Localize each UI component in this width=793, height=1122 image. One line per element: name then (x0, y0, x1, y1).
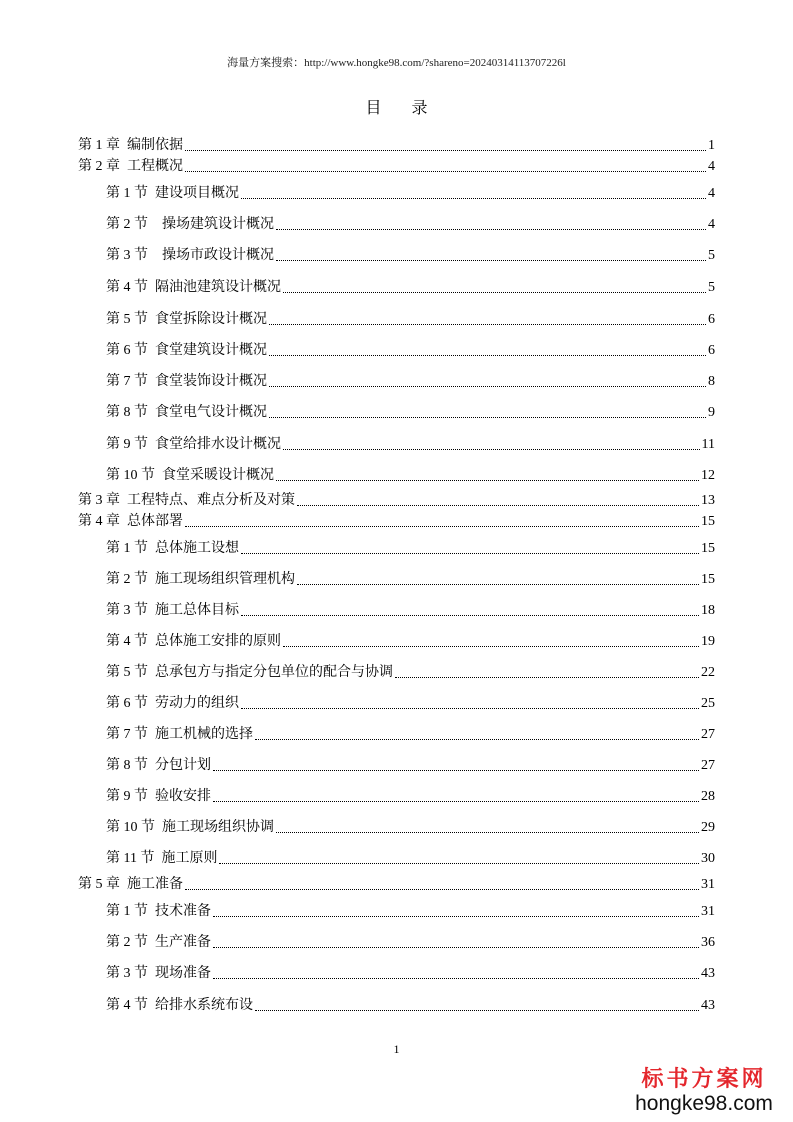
toc-entry-page-number: 15 (701, 572, 715, 587)
toc-dot-leader (255, 1009, 699, 1011)
toc-dot-leader (276, 228, 706, 230)
toc-entry-label: 第 9 节 验收安排 (106, 789, 211, 804)
toc-dot-leader (219, 862, 699, 864)
toc-entry-page-number: 27 (701, 758, 715, 773)
toc-dot-leader (395, 676, 699, 678)
toc-entry-page-number: 9 (708, 405, 715, 420)
toc-entry-page-number: 13 (701, 493, 715, 508)
toc-chapter-entry[interactable] (78, 492, 715, 510)
watermark-en-text: hongke98.com (635, 1092, 773, 1115)
toc-dot-leader (241, 197, 706, 199)
toc-entry-page-number: 27 (701, 727, 715, 742)
site-watermark-logo (629, 1068, 779, 1114)
toc-entry-page-number: 8 (708, 374, 715, 389)
toc-section-entry[interactable] (106, 247, 715, 265)
toc-dot-leader (276, 479, 699, 481)
toc-entry-page-number: 31 (701, 904, 715, 919)
toc-section-entry[interactable] (106, 185, 715, 203)
toc-dot-leader (283, 291, 706, 293)
watermark-cn-text: 标书方案网 (641, 1066, 767, 1092)
toc-entry-page-number: 15 (701, 514, 715, 529)
toc-entry-page-number: 18 (701, 603, 715, 618)
toc-entry-label: 第 1 节 技术准备 (106, 904, 211, 919)
toc-dot-leader (276, 259, 706, 261)
toc-entry-label: 第 1 节 总体施工设想 (106, 541, 239, 556)
toc-entry-label: 第 5 节 总承包方与指定分包单位的配合与协调 (106, 665, 393, 680)
toc-entry-page-number: 36 (701, 935, 715, 950)
toc-entry-label: 第 2 章 工程概况 (78, 159, 183, 174)
toc-dot-leader (269, 385, 706, 387)
toc-entry-page-number: 5 (708, 280, 715, 295)
toc-entry-label: 第 3 章 工程特点、难点分析及对策 (78, 493, 295, 508)
toc-section-entry[interactable] (106, 373, 715, 391)
toc-entry-label: 第 7 节 施工机械的选择 (106, 727, 253, 742)
toc-entry-page-number: 28 (701, 789, 715, 804)
page-number: 1 (393, 1042, 400, 1056)
toc-dot-leader (241, 614, 699, 616)
toc-section-entry[interactable] (106, 571, 715, 589)
toc-entry-label: 第 5 章 施工准备 (78, 877, 183, 892)
toc-entry-label: 第 6 节 劳动力的组织 (106, 696, 239, 711)
toc-entry-page-number: 22 (701, 665, 715, 680)
toc-dot-leader (213, 769, 699, 771)
toc-dot-leader (185, 525, 699, 527)
toc-entry-page-number: 43 (701, 998, 715, 1013)
toc-section-entry[interactable] (106, 788, 715, 806)
toc-entry-label: 第 3 节 操场市政设计概况 (106, 248, 274, 263)
toc-dot-leader (269, 354, 706, 356)
toc-section-entry[interactable] (106, 997, 715, 1015)
toc-entry-label: 第 11 节 施工原则 (106, 851, 218, 866)
toc-section-entry[interactable] (106, 934, 715, 952)
toc-entry-label: 第 4 节 总体施工安排的原则 (106, 634, 281, 649)
toc-entry-page-number: 43 (701, 966, 715, 981)
toc-section-entry[interactable] (106, 903, 715, 921)
toc-entry-page-number: 6 (708, 343, 715, 358)
toc-entry-label: 第 3 节 施工总体目标 (106, 603, 239, 618)
toc-entry-page-number: 29 (701, 820, 715, 835)
toc-entry-label: 第 2 节 生产准备 (106, 935, 211, 950)
toc-dot-leader (213, 946, 699, 948)
toc-entry-label: 第 10 节 施工现场组织协调 (106, 820, 274, 835)
toc-section-entry[interactable] (106, 311, 715, 329)
toc-section-entry[interactable] (106, 965, 715, 983)
toc-section-entry[interactable] (106, 216, 715, 234)
toc-section-entry[interactable] (106, 726, 715, 744)
toc-entry-page-number: 1 (708, 138, 715, 153)
toc-entry-page-number: 11 (701, 437, 715, 452)
toc-entry-label: 第 2 节 施工现场组织管理机构 (106, 572, 295, 587)
toc-entry-page-number: 19 (701, 634, 715, 649)
toc-title-char-2: 录 (411, 100, 428, 117)
toc-section-entry[interactable] (106, 404, 715, 422)
toc-entry-label: 第 6 节 食堂建筑设计概况 (106, 343, 267, 358)
toc-dot-leader (213, 977, 699, 979)
page-header-url: 海量方案搜索：http://www.hongke98.com/?shareno=20240314113707226l (227, 57, 566, 69)
toc-entry-page-number: 15 (701, 541, 715, 556)
toc-chapter-entry[interactable] (78, 158, 715, 176)
toc-dot-leader (241, 707, 699, 709)
toc-entry-label: 第 4 节 给排水系统布设 (106, 998, 253, 1013)
toc-dot-leader (269, 323, 706, 325)
toc-entry-label: 第 8 节 食堂电气设计概况 (106, 405, 267, 420)
toc-entry-label: 第 1 节 建设项目概况 (106, 186, 239, 201)
toc-section-entry[interactable] (106, 436, 715, 454)
toc-entry-page-number: 30 (701, 851, 715, 866)
toc-section-entry[interactable] (106, 467, 715, 485)
toc-dot-leader (213, 800, 699, 802)
toc-entry-page-number: 4 (708, 217, 715, 232)
toc-entry-label: 第 1 章 编制依据 (78, 138, 183, 153)
toc-entry-page-number: 12 (701, 468, 715, 483)
toc-section-entry[interactable] (106, 850, 715, 868)
toc-section-entry[interactable] (106, 540, 715, 558)
toc-entry-page-number: 5 (708, 248, 715, 263)
toc-dot-leader (297, 583, 699, 585)
toc-entry-page-number: 25 (701, 696, 715, 711)
toc-section-entry[interactable] (106, 695, 715, 713)
toc-dot-leader (185, 149, 706, 151)
toc-section-entry[interactable] (106, 342, 715, 360)
toc-entry-page-number: 6 (708, 312, 715, 327)
toc-entry-page-number: 4 (708, 186, 715, 201)
toc-dot-leader (283, 645, 699, 647)
toc-section-entry[interactable] (106, 757, 715, 775)
toc-dot-leader (283, 448, 700, 450)
toc-title (0, 95, 793, 118)
toc-section-entry[interactable] (106, 633, 715, 651)
toc-entry-label: 第 4 章 总体部署 (78, 514, 183, 529)
toc-entry-label: 第 10 节 食堂采暖设计概况 (106, 468, 274, 483)
toc-section-entry[interactable] (106, 602, 715, 620)
toc-entry-label: 第 4 节 隔油池建筑设计概况 (106, 280, 281, 295)
toc-entry-page-number: 31 (701, 877, 715, 892)
toc-entry-page-number: 4 (708, 159, 715, 174)
toc-section-entry[interactable] (106, 819, 715, 837)
toc-dot-leader (185, 888, 699, 890)
toc-dot-leader (269, 416, 706, 418)
toc-dot-leader (297, 504, 699, 506)
toc-entry-label: 第 7 节 食堂装饰设计概况 (106, 374, 267, 389)
toc-chapter-entry[interactable] (78, 513, 715, 531)
toc-section-entry[interactable] (106, 664, 715, 682)
toc-dot-leader (255, 738, 699, 740)
toc-dot-leader (241, 552, 699, 554)
toc-title-char-1: 目 (365, 100, 382, 117)
toc-chapter-entry[interactable] (78, 876, 715, 894)
toc-dot-leader (276, 831, 699, 833)
toc-chapter-entry[interactable] (78, 137, 715, 155)
toc-entry-label: 第 5 节 食堂拆除设计概况 (106, 312, 267, 327)
toc-section-entry[interactable] (106, 279, 715, 297)
toc-dot-leader (213, 915, 699, 917)
toc-entry-label: 第 3 节 现场准备 (106, 966, 211, 981)
toc-entry-label: 第 8 节 分包计划 (106, 758, 211, 773)
toc-dot-leader (185, 170, 706, 172)
toc-entry-label: 第 9 节 食堂给排水设计概况 (106, 437, 281, 452)
toc-entry-label: 第 2 节 操场建筑设计概况 (106, 217, 274, 232)
